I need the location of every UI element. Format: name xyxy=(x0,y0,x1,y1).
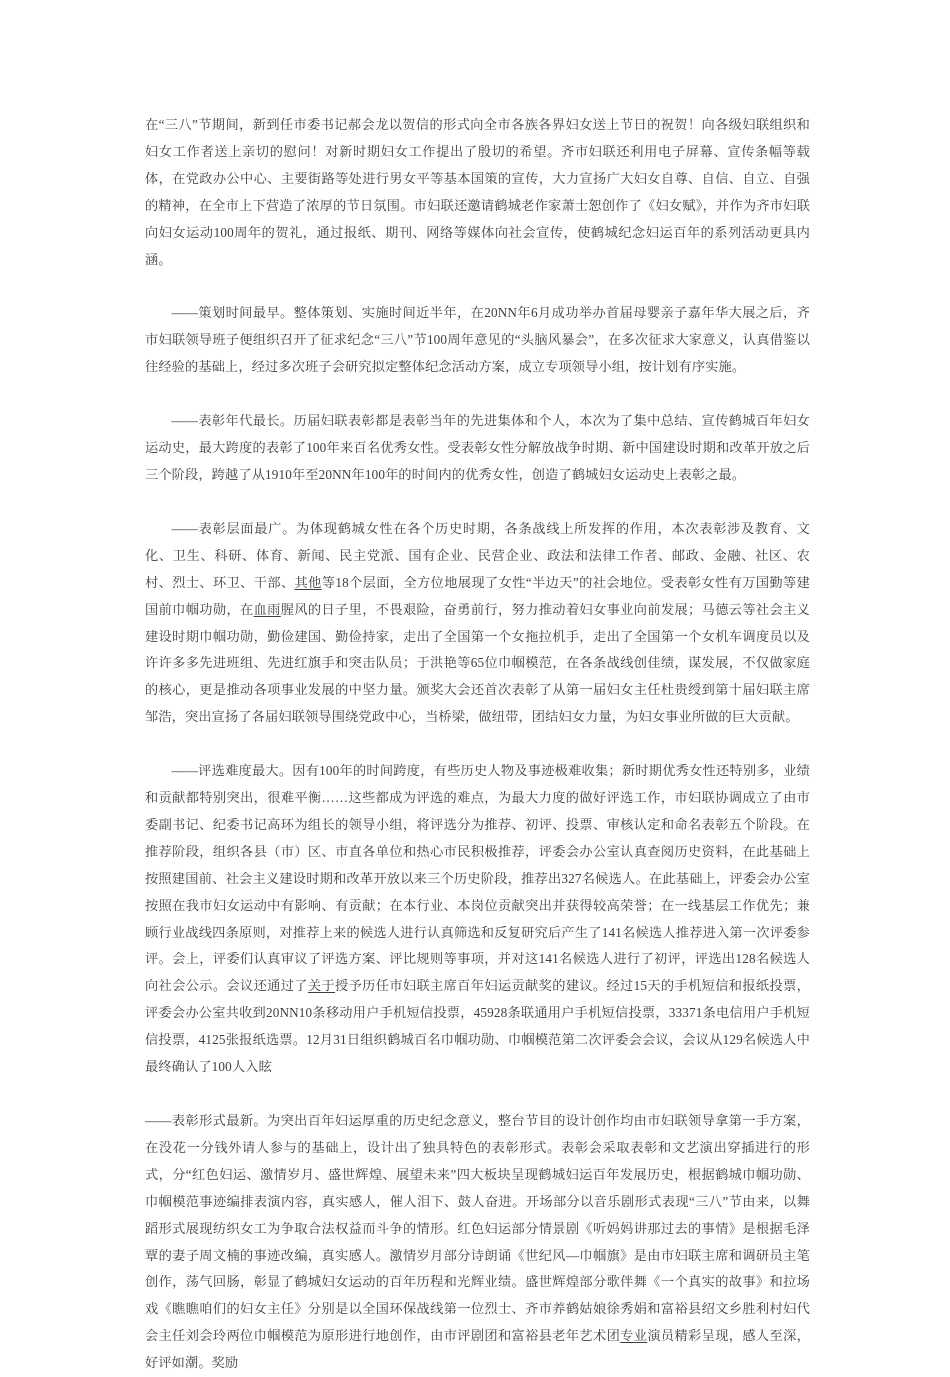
text-run: ——表彰形式最新。为突出百年妇运厚重的历史纪念意义，整台节目的设计创作均由市妇联领导拿第一手方案，在没花一分钱外请人参与的基础上，设计出了独具特色的表彰形式。表彰会采取表彰和文艺演出穿插进行的形式，分“红色妇运、激情岁月、盛世辉煌、展望未来”四大板块呈现鹤城妇运百年发展历史，根据鹤城巾帼功勋、巾帼模范事迹编排表演内容，真实感人，催人泪下、鼓人奋进。开场部分以音乐剧形式表现“三八”节由来，以舞蹈形式展现纺织女工为争取合法权益而斗争的情形。红色妇运部分情景剧《听妈妈讲那过去的事情》是根据毛泽覃的妻子周文楠的事迹改编，真实感人。激情岁月部分诗朗诵《世纪风—巾帼旗》是由市妇联主席和调研员主笔创作，荡气回肠，彰显了鹤城妇女运动的百年历程和光辉业绩。盛世辉煌部分歌伴舞《一个真实的故事》和拉场戏《瞧瞧咱们的妇女主任》分别是以全国环保战线第一位烈士、齐市养鹤姑娘徐秀娟和富裕县绍文乡胜利村妇代会主任刘会玲两位巾帼模范为原形进行地创作，由市评剧团和富裕县老年艺术团 xyxy=(145,1113,810,1344)
paragraph-2 xyxy=(145,300,810,381)
text-run: 腥风的日子里，不畏艰险，奋勇前行，努力推动着妇女事业向前发展；马德云等社会主义建设时期巾帼功勋，勤俭建国、勤俭持家，走出了全国第一个女拖拉机手，走出了全国第一个女机车调度员以及许许多多先进班组、先进红旗手和突击队员；于洪艳等65位巾帼模范，在各条战线创佳绩，谋发展，不仅做家庭的核心，更是推动各项事业发展的中坚力量。颁奖大会还首次表彰了从第一届妇女主任杜贵绶到第十届妇联主席邹浩，突出宣扬了各届妇联领导围绕党政中心，当桥梁，做纽带，团结妇女力量，为妇女事业所做的巨大贡献。 xyxy=(145,601,810,725)
text-run: 等18个层面，全方位地展现了女性“半边天”的社会地位。受表彰女性有万国勤等建国前巾帼功勋，在 xyxy=(145,574,810,617)
text-run: 演员精彩呈现，感人至深，好评如潮。奖励 xyxy=(145,1328,810,1371)
paragraph-spacer xyxy=(145,489,810,516)
paragraph-spacer xyxy=(145,381,810,408)
paragraph-6 xyxy=(145,1108,810,1377)
paragraph-spacer xyxy=(145,273,810,300)
underlined-term: 关于 xyxy=(307,978,336,994)
document-text-body xyxy=(145,112,810,1377)
text-run: ——策划时间最早。整体策划、实施时间近半年，在20NN年6月成功举办首届母婴亲子嘉年华大展之后，齐市妇联领导班子便组织召开了征求纪念“三八”节100周年意见的“头脑风暴会”，在多次征求大家意义，认真借鉴以往经验的基础上，经过多次班子会研究拟定整体纪念活动方案，成立专项领导小组，按计划有序实施。 xyxy=(145,305,810,375)
underlined-term: 专业 xyxy=(620,1328,648,1344)
underlined-term: 其他 xyxy=(294,574,322,590)
text-run: ——表彰层面最广。为体现鹤城女性在各个历史时期，各条战线上所发挥的作用，本次表彰涉及教育、文化、卫生、科研、体育、新闻、民主党派、国有企业、民营企业、政法和法律工作者、邮政、金融、社区、农村、烈士、环卫、干部、 xyxy=(145,520,810,590)
text-run: 在“三八”节期间，新到任市委书记郝会龙以贺信的形式向全市各族各界妇女送上节日的祝贺！向各级妇联组织和妇女工作者送上亲切的慰问！对新时期妇女工作提出了殷切的希望。齐市妇联还利用电子屏幕、宣传条幅等载体，在党政办公中心、主要街路等处进行男女平等基本国策的宣传，大力宣扬广大妇女自尊、自信、自立、自强的精神，在全市上下营造了浓厚的节日氛围。市妇联还邀请鹤城老作家萧士恕创作了《妇女赋》，并作为齐市妇联向妇女运动100周年的贺礼，通过报纸、期刊、网络等媒体向社会宣传，使鹤城纪念妇运百年的系列活动更具内涵。 xyxy=(145,117,810,267)
underlined-term: 血雨 xyxy=(253,601,281,617)
paragraph-spacer xyxy=(145,731,810,758)
paragraph-1 xyxy=(145,112,810,273)
text-run: 授予历任市妇联主席百年妇运贡献奖的建议。经过15天的手机短信和报纸投票，评委会办公室共收到20NN10条移动用户手机短信投票，45928条联通用户手机短信投票，33371条电信用户手机短信投票，4125张报纸选票。12月31日组织鹤城百名巾帼功勋、巾帼模范第二次评委会会议，会议从129名候选人中最终确认了100人入眩 xyxy=(145,978,810,1075)
paragraph-4 xyxy=(145,516,810,731)
text-run: ——评选难度最大。因有100年的时间跨度，有些历史人物及事迹极难收集；新时期优秀女性还特别多，业绩和贡献都特别突出，很难平衡……这些都成为评选的难点，为最大力度的做好评选工作，市妇联协调成立了由市委副书记、纪委书记高环为组长的领导小组，将评选分为推荐、初评、投票、审核认定和命名表彰五个阶段。在推荐阶段，组织各县（市）区、市直各单位和热心市民积极推荐，评委会办公室认真查阅历史资料，在此基础上按照建国前、社会主义建设时期和改革开放以来三个历史阶段，推荐出327名候选人。在此基础上，评委会办公室按照在我市妇女运动中有影响、有贡献；在本行业、本岗位贡献突出并获得较高荣誉；在一线基层工作优先；兼顾行业战线四条原则，对推荐上来的候选人进行认真筛选和反复研究后产生了141名候选人推荐进入第一次评委参评。会上，评委们认真审议了评选方案、评比规则等事项，并对这141名候选人进行了初评，评选出128名候选人向社会公示。会议还通过了 xyxy=(145,763,810,994)
paragraph-3 xyxy=(145,408,810,489)
text-run: ——表彰年代最长。历届妇联表彰都是表彰当年的先进集体和个人，本次为了集中总结、宣传鹤城百年妇女运动史，最大跨度的表彰了100年来百名优秀女性。受表彰女性分解放战争时期、新中国建设时期和改革开放之后三个阶段，跨越了从1910年至20NN年100年的时间内的优秀女性，创造了鹤城妇女运动史上表彰之最。 xyxy=(145,413,810,482)
paragraph-5 xyxy=(145,758,810,1081)
paragraph-spacer xyxy=(145,1081,810,1108)
